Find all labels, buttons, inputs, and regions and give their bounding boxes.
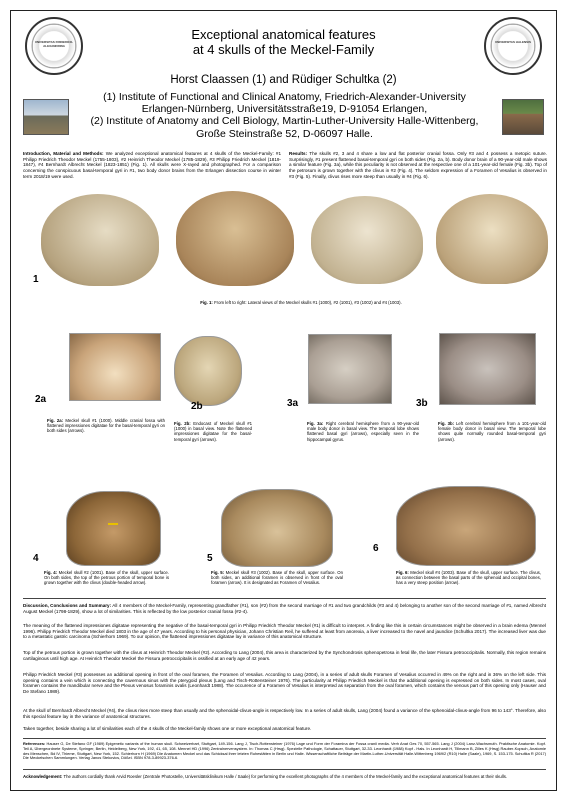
introduction-heading: Introduction, Material and Methods:: [23, 151, 104, 156]
figure-5-caption-label: Fig. 5:: [211, 570, 225, 575]
discussion-paragraph-5: At the skull of Bernhardt Albrecht Meckel (#4), the clivus rises more steep than usually and the sphenoidal-clivus-angle is respectively low. In a series of adult skulls, Lang (2004) found a variance of the sphenoidal-clivus-angle from 96 to 143°. Therefore, also this special feature lay in the variance of anatomical structures.: [23, 708, 546, 719]
discussion-paragraph-6: Taken together, beside sharing a lot of similarities each of the 4 skulls of the Meckel-family shows one or more exceptional anatomical feature.: [23, 726, 312, 731]
figure-4-caption: [44, 570, 169, 586]
figure-1-caption-text: From left to right: Lateral views of the Meckel skulls #1 (1000), #2 (1001), #3 (1002) and #4 (1003).: [214, 300, 402, 305]
figure-1-number: 1: [33, 274, 39, 285]
figure-6-caption-label: Fig. 6:: [396, 570, 409, 575]
results-text: The skulls #2, 3 and 4 share a low and flat posterior cranial fossa. Only #3 and 4 possess a metopic suture. Surprisingly, #1 present flattened basal-temporal gyri on both sides (Fig. 2a, b). Body donor brain of a 90-year-old male shows a similar feature (Fig. 3a), while this peculiarity is not observed at the respective one of a 101-year-old female (Fig. 3b). Top of the petrosum is grown together with the clivus in #2 (Fig. 4). The seldom expression of a Foramen of Vesalius is observed in #3 (Fig. 5). Finally, clivus rises more steep than usually in #4 (Fig. 6).: [289, 151, 547, 179]
figure-3b-caption-label: Fig. 3b:: [438, 421, 455, 426]
title-line-2: at 4 skulls of the Meckel-Family: [192, 42, 375, 57]
references-text: Hauser G, De Stefano GF (1989) Epigenetic variants of the human skull. Schweizerbart, Stuttgart, 149-156. Lang J, Tisch-Rottensteiner (1976) Lage und Form der Foramina der Fossa cranii media. Verh Anat Ges 70, 557-565. Lang J (2004) Lanz-Wachsmuth. Praktische Anatomie. Kopf. Teil A, Übergeordnete Systeme, Springer, Berlin, Heidelberg, New York, 192, 41, 65, 108. Mennel HD (1996) Zentralnervensystem. In: Thomas C (Hrsg). Spezielle Pathologie, Schattauer, Stuttgart, 32-33. Leonhardt (1988) Kopf - Hals. In Leonhardt H, Tillmann B, Zilles K (Hrsg) Rauber-Kopsch, Anatomie des Menschen, Bd IV, Thieme, Stuttgart, New York, 152. Schierhorn H (1969) Die Anatomen Meckel und das Schicksal ihrer letzten Ruhestätten in Berlin und Halle. Wissenschaftliche Beiträge der Martin-Luther-Universität Halle-Wittenberg 1969/2 (R10) Halle (Saale), 1969, S. 153-175. Schultka R (2017) Die Meckelschen Sammlungen. Verlag Janos Stekovics, Dößel. ISBN 978-3-89923-376-6.: [23, 741, 546, 761]
figure-3a-caption: [307, 421, 419, 442]
title-line-1: Exceptional anatomical features: [191, 27, 376, 42]
institution-2-line-2: Große Steinstraße 52, D-06097 Halle.: [196, 127, 373, 140]
institution-2-line-1: (2) Institute of Anatomy and Cell Biology, Martin-Luther-University Halle-Wittenberg,: [90, 115, 479, 128]
acknowledgement-text: The authors cordially thank Arvid Roesler (Zentrale Photostelle, Universitätsklinikum Halle / Saale) for performing the excellent photographs of the 4 members of the Meckel-family and the exceptional anatomical features at their skulls.: [63, 774, 508, 779]
figure-3a-photo: [308, 334, 392, 404]
figure-4-photo: [66, 491, 161, 566]
figure-2a-number: 2a: [35, 394, 47, 405]
divider: [23, 769, 546, 770]
figure-3b-caption-text: Left cerebral hemisphere from a 101-year-old female body donor in basal view. The temporal lobe shows quite normally rounded basal-temporal gyri (arrows).: [438, 421, 546, 442]
figure-5-caption: [211, 570, 343, 586]
introduction-text: We analyzed exceptional anatomical features at 4 skulls of the Meckel-Family: #1 Philipp Friedrich Theodor Meckel (1755-1803), #2 Heinrich Theodor Meckel (1785-1829), #3 Philipp Friedrich Meckel (1819-1847), #4 Bernhardt Albrecht Meckel (1823-1851) (Fig. 1). All skulls were X-rayed and photographed. For a comparison concerning the conspicuous basal-temporal gyri in #1, two body donor brains from the Erlangen dissection course in winter term 2018/19 were used.: [23, 151, 282, 179]
halle-building-photo: [502, 99, 544, 135]
references-heading: References:: [23, 741, 46, 746]
double-headed-arrow-icon: [108, 523, 118, 525]
institution-1-line-1: (1) Institute of Functional and Clinical Anatomy, Friedrich-Alexander-University: [103, 91, 466, 103]
figure-2b-number: 2b: [191, 401, 203, 412]
figure-5-number: 5: [207, 553, 213, 564]
poster: [10, 10, 557, 791]
figure-1-caption: [151, 300, 451, 305]
discussion-paragraph-1: [23, 603, 546, 614]
results-section: [289, 151, 547, 180]
divider: [23, 738, 546, 739]
figure-4-caption-text: Meckel skull #2 (1001). Base of the skull, upper surface. On both sides, the top of the petrous portion of temporal bone is grown together with the clivus (double-headed arrow).: [44, 570, 169, 586]
discussion-heading: Discussion, Conclusions and Summary:: [23, 603, 112, 608]
discussion-text-1: All 4 members of the Meckel-Family, representing grandfather (#1), son (#2) from the second marriage of #1 and two grandchilds (#3 and 4) belonging to another son of the second marriage of #1, named Albrecht August Meckel (1798-1829), show a lot of similarities. This is reflected by the low posterior cranial fossa (#2-4).: [23, 603, 547, 614]
figure-2a-caption-label: Fig. 2a:: [47, 418, 64, 423]
figure-2b-caption: [174, 421, 252, 442]
figure-2b-caption-text: Endocast of Meckel skull #1 (1000) in basal view. Note the flattened impressiones digitatae for the basal-temporal gyri (arrows).: [174, 421, 252, 442]
figure-2b-caption-label: Fig. 2b:: [174, 421, 191, 426]
figure-3a-caption-text: Right cerebral hemisphere from a 90-year-old male body donor in basal view. The temporal lobe shows flattened basal gyri (arrows), especially seen in the hippocampal gyrus.: [307, 421, 419, 442]
figure-2a-caption-text: Meckel skull #1 (1000). Middle cranial fossa with flattened impressiones digitatae for the basal-temporal gyri on both sides (arrows).: [47, 418, 165, 434]
institutions: [83, 91, 486, 140]
figure-3a-caption-label: Fig. 3a:: [307, 421, 324, 426]
figure-6-caption: [396, 570, 541, 586]
figure-6-number: 6: [373, 543, 379, 554]
institution-1-line-2: Erlangen-Nürnberg, Universitätsstraße19, D-91054 Erlangen,: [141, 103, 428, 116]
erlangen-building-photo: [23, 99, 69, 135]
figure-3a-number: 3a: [287, 398, 299, 409]
skull-photo-1001: [176, 191, 294, 286]
figure-3b-photo: [439, 333, 536, 405]
figure-2b-photo: [174, 336, 242, 406]
discussion-paragraph-3: Top of the petrous portion is grown together with the clivus at Heinrich Theodor Meckel (#2). According to Lang (2004), this area is characterized by the Synchondrosis sphenopetrosa in fetal life, the later Fissura petrooccipitalis. Normally, this region remains cartilaginous until high age. At Heinrich Theodor Meckel the Fissura petrooccipitalis is ossified at an early age of 42 years.: [23, 650, 546, 661]
authors: Horst Claassen (1) and Rüdiger Schultka (2): [170, 74, 397, 86]
divider: [23, 598, 546, 599]
seal-left-text: UNIVERSITAS FRIDERICO-ALEXANDRINA: [34, 40, 74, 48]
seal-right-text: UNIVERSITAS HALENSIS: [495, 40, 531, 44]
figure-2a-photo: [69, 333, 161, 401]
skull-photo-1000: [41, 194, 159, 286]
figure-2a-caption: [47, 418, 165, 434]
results-heading: Results:: [289, 151, 308, 156]
figure-4-number: 4: [33, 553, 39, 564]
figure-5-caption-text: Meckel skull #3 (1002). Base of the skull, upper surface. On both sides, an additional foramen is observed in front of the oval foramen (arrow). It is designated as Foramen of Vesalius.: [211, 570, 344, 586]
acknowledgement-heading: Acknowledgement:: [23, 774, 63, 779]
figure-4-caption-label: Fig. 4:: [44, 570, 58, 575]
skull-photo-1003: [436, 194, 548, 284]
discussion-paragraph-2: The meaning of the flattened impressiones digitatae representing the negative of the basal-temporal gyri in Philipp Friedrich Theodor Meckel (#1) is difficult to interpret. A finding like this in certain circumstances might be observed in a brain edema (Mennel 1996). Philipp Friedrich Theodor Meckel died 1803 in the age of 47 years. According to his personal physician, Johann Christian Reil, he suffered at least from anorexia, a liver increased to the navel and jaundice (Schultka 2017). The increased liver was due to a metastatic gastric carcinoma (Schierhorn 1969). To our opinion, the flattened impressiones digitatae lay in variance of this anatomical structure.: [23, 623, 546, 640]
discussion-paragraph-4: Philipp Friedrich Meckel (#3) possesses an additional opening in front of the oval foramen, the Foramen of Vesalius. According to Lang (2004), in a series of adult skulls Foramen of Vesalius occurred in 49% on the right and in 36% on the left side. This opening contains a vein which is connecting the cavernous sinus with the pterygoid plexus (Lang and Tisch-Rottensteiner 1976). The particularity at Philipp Friedrich Meckel is that the additional opening is expressed on both sides. In most cases, oval foramen contains the mandibular nerve and the Plexus venosus foraminis ovalis (Leonhardt 1988). The occurence of a Foramen of Vesalius is interpreted as separation from the oval foramen, which contains the venous part of this opening only (Hauser and De Stefano 1989).: [23, 672, 546, 694]
acknowledgement-section: [23, 774, 546, 779]
figure-3b-caption: [438, 421, 546, 442]
figure-6-caption-text: Meckel skull #4 (1003). Base of the skull, upper surface. The clivus, as connection between the basal parts of the sphenoid and occipital bones, has a very steep position (arrow).: [396, 570, 541, 586]
poster-title: [11, 27, 556, 57]
skull-photo-1002: [311, 196, 423, 284]
introduction-section: [23, 151, 281, 180]
figure-5-photo: [221, 489, 333, 567]
figure-6-photo: [396, 486, 536, 566]
figure-1-caption-label: Fig. 1:: [200, 300, 213, 305]
figure-3b-number: 3b: [416, 398, 428, 409]
references-section: [23, 742, 546, 761]
